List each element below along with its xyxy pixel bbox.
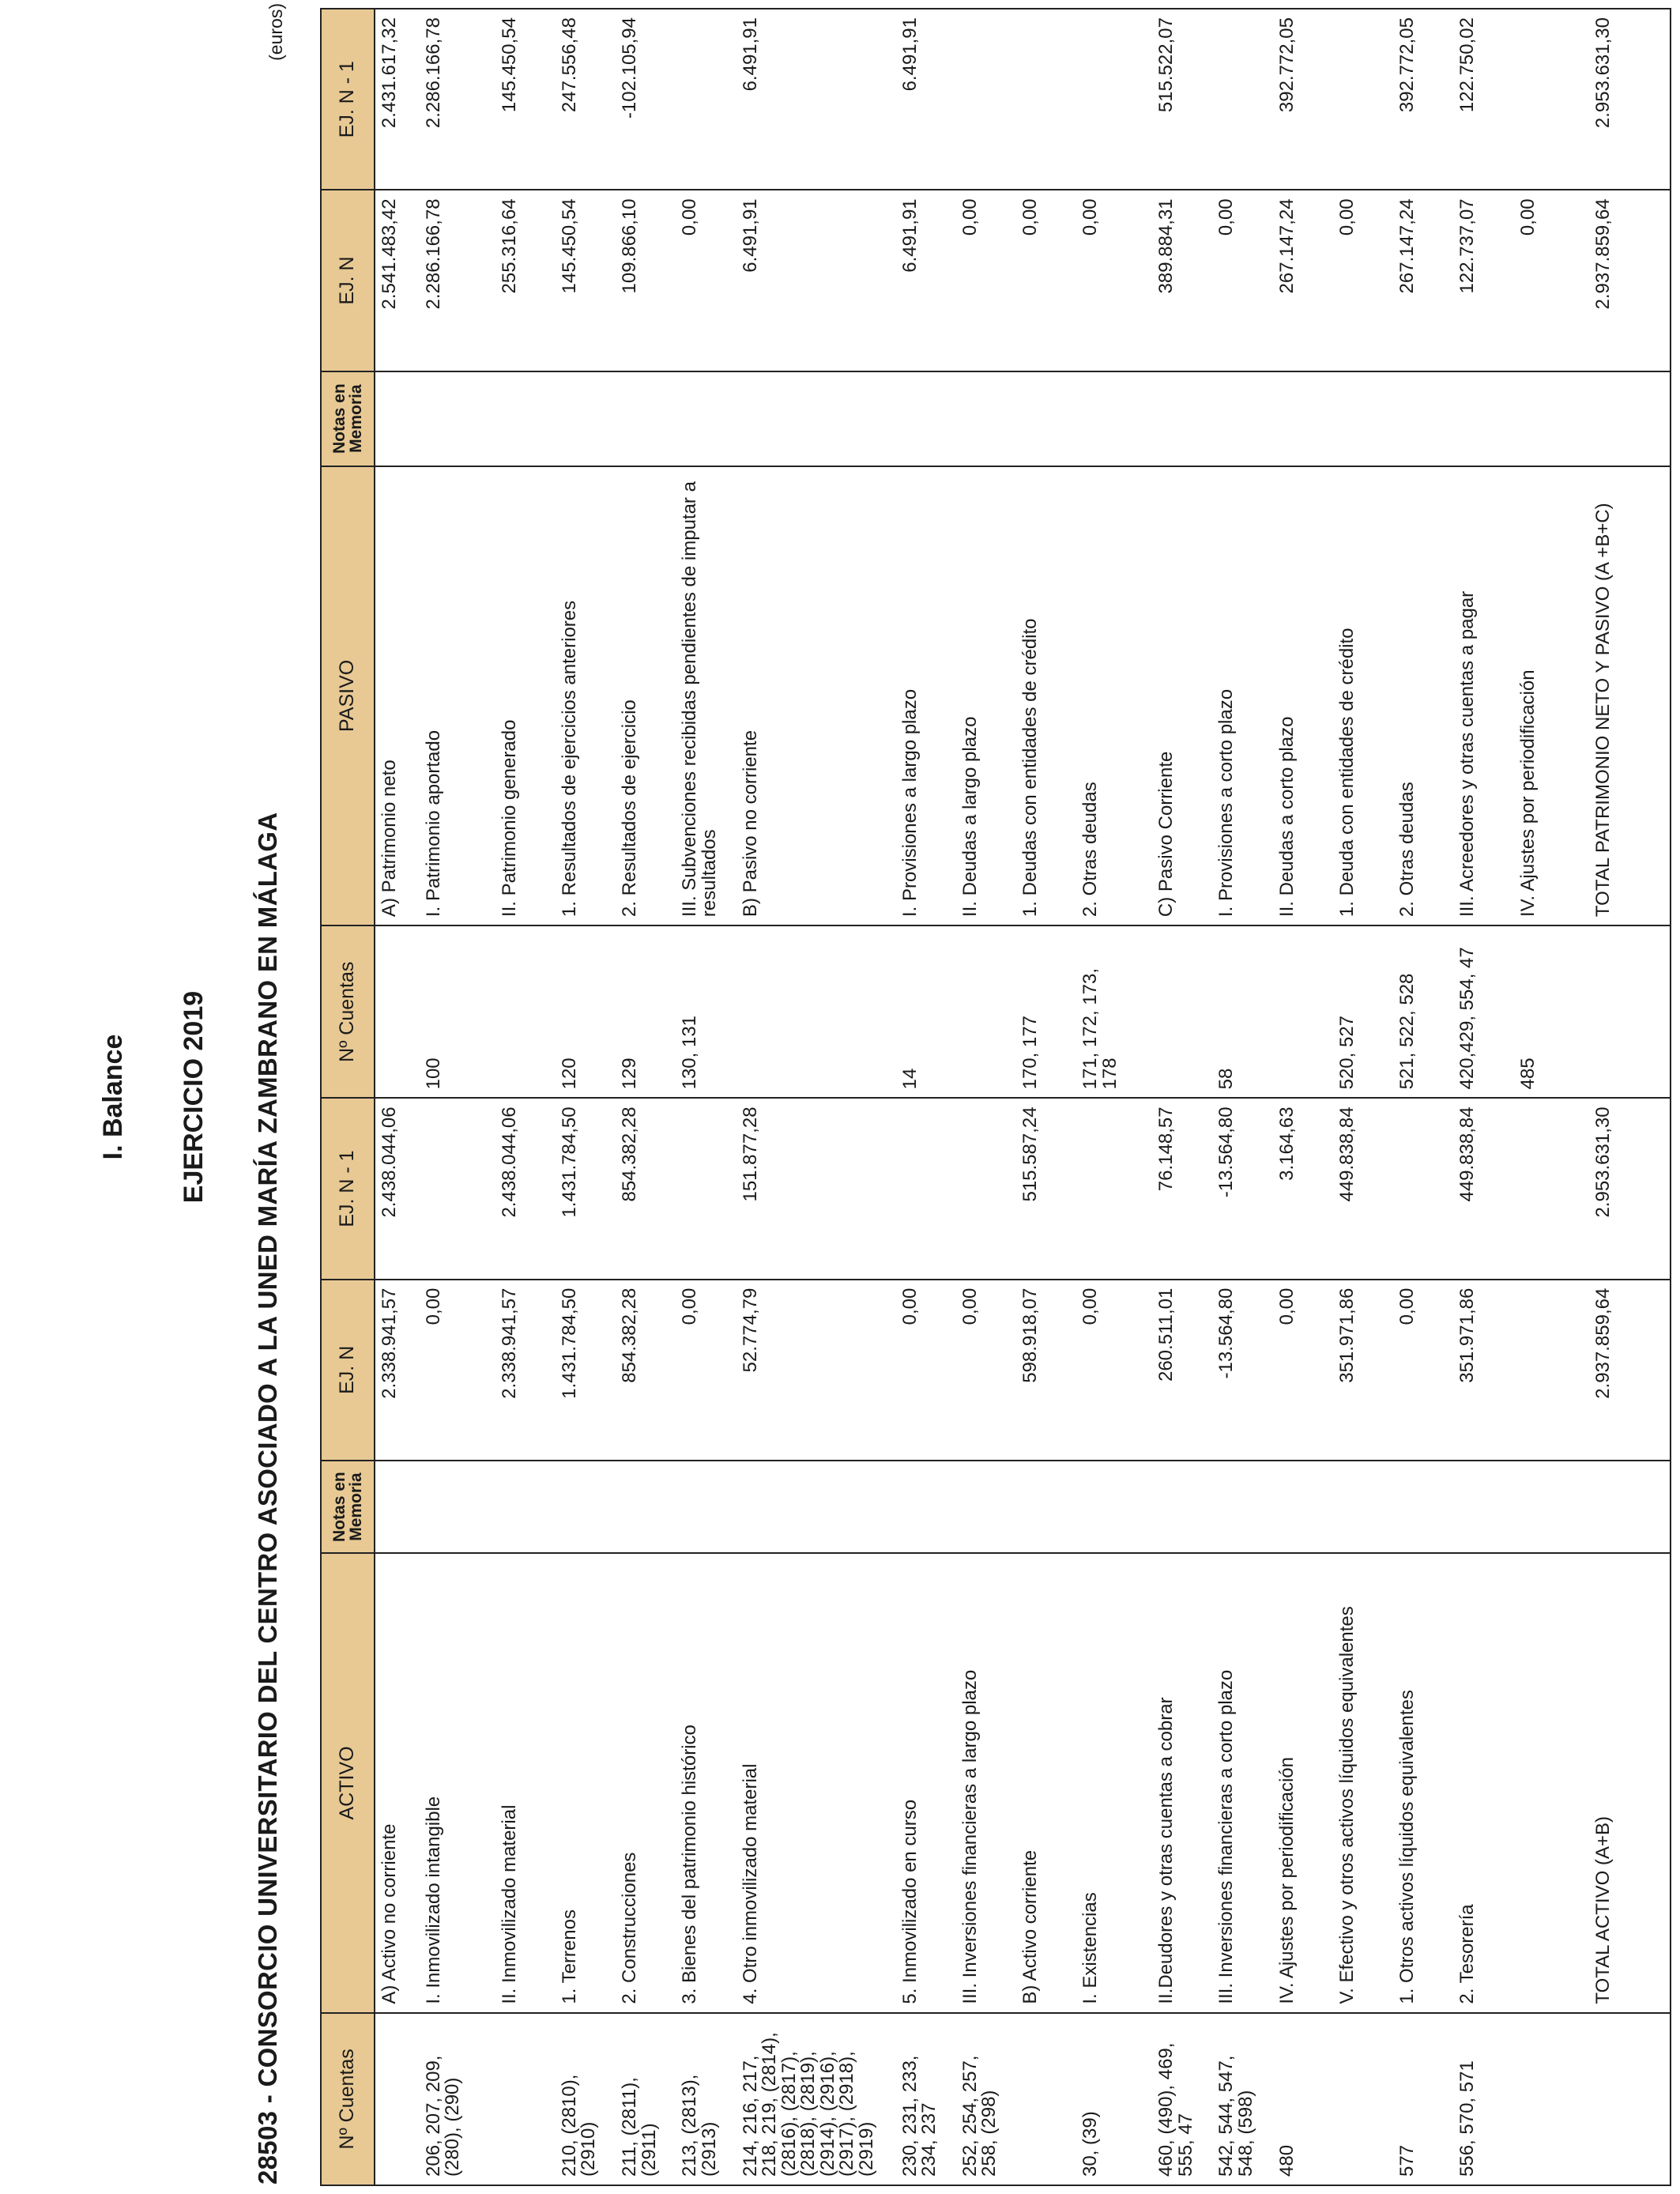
table-row <box>1273 9 1333 2185</box>
cuentas-pasivo-cell: 100 <box>420 925 495 1098</box>
table-row <box>1076 9 1152 2185</box>
cuentas-pasivo-cell: 170, 177 <box>1016 925 1076 1098</box>
notas-activo-cell <box>1273 1461 1333 1553</box>
header-activo: ACTIVO <box>321 1553 375 2012</box>
ej-n-pasivo-cell: 0,00 <box>1076 190 1152 371</box>
ej-n-1-pasivo-cell <box>1076 9 1152 190</box>
ej-n-activo-cell: 0,00 <box>1076 1280 1152 1461</box>
notas-pasivo-cell <box>1393 371 1453 466</box>
table-row <box>556 9 616 2185</box>
notas-pasivo-cell <box>616 371 676 466</box>
activo-label-cell: 4. Otro inmovilizado material <box>736 1553 896 2012</box>
cuentas-pasivo-cell <box>736 925 896 1098</box>
ej-n-pasivo-cell: 2.937.859,64 <box>1589 190 1671 371</box>
header-ej-n-1-pasivo: EJ. N - 1 <box>321 9 375 190</box>
pasivo-label-cell: II. Deudas a largo plazo <box>956 466 1016 925</box>
cuentas-pasivo-cell: 171, 172, 173, 178 <box>1076 925 1152 1098</box>
header-ej-n-1-activo: EJ. N - 1 <box>321 1098 375 1279</box>
ej-n-1-activo-cell: 2.438.044,06 <box>375 1098 420 1279</box>
cuentas-pasivo-cell: 520, 527 <box>1333 925 1393 1098</box>
activo-label-cell: B) Activo corriente <box>1016 1553 1076 2012</box>
notas-pasivo-cell <box>1589 371 1671 466</box>
ej-n-1-pasivo-cell: -102.105,94 <box>616 9 676 190</box>
ej-n-pasivo-cell: 267.147,24 <box>1273 190 1333 371</box>
cuentas-activo-cell <box>495 2013 556 2185</box>
table-row <box>616 9 676 2185</box>
section-title: I. Balance <box>98 1034 128 1160</box>
activo-label-cell: II. Inmovilizado material <box>495 1553 556 2012</box>
ej-n-1-activo-cell: 3.164,63 <box>1273 1098 1333 1279</box>
ej-n-pasivo-cell: 0,00 <box>1212 190 1272 371</box>
cuentas-activo-cell: 230, 231, 233, 234, 237 <box>896 2013 956 2185</box>
ej-n-1-pasivo-cell <box>1514 9 1590 190</box>
notas-pasivo-cell <box>495 371 556 466</box>
ej-n-pasivo-cell: 2.286.166,78 <box>420 190 495 371</box>
notas-activo-cell <box>616 1461 676 1553</box>
cuentas-activo-cell: 30, (39) <box>1076 2013 1152 2185</box>
ej-n-1-pasivo-cell: 392.772,05 <box>1273 9 1333 190</box>
ej-n-pasivo-cell: 0,00 <box>676 190 736 371</box>
ej-n-activo-cell: 0,00 <box>420 1280 495 1461</box>
balance-table <box>320 8 1671 2186</box>
notas-pasivo-cell <box>736 371 896 466</box>
notas-activo-cell <box>420 1461 495 1553</box>
activo-label-cell: A) Activo no corriente <box>375 1553 420 2012</box>
ej-n-pasivo-cell: 6.491,91 <box>896 190 956 371</box>
activo-label-cell: 1. Terrenos <box>556 1553 616 2012</box>
notas-pasivo-cell <box>1514 371 1590 466</box>
notas-activo-cell <box>1076 1461 1152 1553</box>
ej-n-1-activo-cell: 449.838,84 <box>1333 1098 1393 1279</box>
activo-label-cell: I. Inmovilizado intangible <box>420 1553 495 2012</box>
notas-activo-cell <box>1016 1461 1076 1553</box>
table-row <box>1453 9 1513 2185</box>
ej-n-activo-cell: 0,00 <box>676 1280 736 1461</box>
table-row <box>1152 9 1212 2185</box>
ej-n-activo-cell: 52.774,79 <box>736 1280 896 1461</box>
pasivo-label-cell: A) Patrimonio neto <box>375 466 420 925</box>
ej-n-activo-cell: 351.971,86 <box>1453 1280 1513 1461</box>
ej-n-1-activo-cell: 1.431.784,50 <box>556 1098 616 1279</box>
cuentas-activo-cell: 211, (2811), (2911) <box>616 2013 676 2185</box>
cuentas-activo-cell <box>1016 2013 1076 2185</box>
ej-n-1-activo-cell: 76.148,57 <box>1152 1098 1212 1279</box>
ej-n-1-activo-cell: 2.438.044,06 <box>495 1098 556 1279</box>
cuentas-pasivo-cell <box>1273 925 1333 1098</box>
ej-n-1-pasivo-cell <box>1333 9 1393 190</box>
notas-activo-cell <box>495 1461 556 1553</box>
ej-n-1-pasivo-cell <box>1016 9 1076 190</box>
notas-pasivo-cell <box>896 371 956 466</box>
notas-activo-cell <box>556 1461 616 1553</box>
pasivo-label-cell: IV. Ajustes por periodificación <box>1514 466 1590 925</box>
notas-pasivo-cell <box>420 371 495 466</box>
pasivo-label-cell: 2. Resultados de ejercicio <box>616 466 676 925</box>
notas-pasivo-cell <box>1152 371 1212 466</box>
activo-label-cell: 1. Otros activos líquidos equivalentes <box>1393 1553 1453 2012</box>
activo-label-cell: V. Efectivo y otros activos líquidos equivalentes <box>1333 1553 1393 2012</box>
exercise-title: EJERCICIO 2019 <box>179 990 209 1204</box>
pasivo-label-cell: I. Provisiones a corto plazo <box>1212 466 1272 925</box>
ej-n-1-activo-cell <box>896 1098 956 1279</box>
cuentas-pasivo-cell: 521, 522, 528 <box>1393 925 1453 1098</box>
notas-pasivo-cell <box>1212 371 1272 466</box>
cuentas-pasivo-cell: 485 <box>1514 925 1590 1098</box>
ej-n-activo-cell: -13.564,80 <box>1212 1280 1272 1461</box>
notas-activo-cell <box>676 1461 736 1553</box>
header-cuentas-activo: Nº Cuentas <box>321 2013 375 2185</box>
pasivo-label-cell: III. Subvenciones recibidas pendientes de imputar a resultados <box>676 466 736 925</box>
units-label: (euros) <box>266 3 286 61</box>
ej-n-1-pasivo-cell <box>1212 9 1272 190</box>
pasivo-label-cell: I. Provisiones a largo plazo <box>896 466 956 925</box>
pasivo-label-cell: 1. Deuda con entidades de crédito <box>1333 466 1393 925</box>
ej-n-1-pasivo-cell <box>956 9 1016 190</box>
table-header-row <box>321 9 375 2185</box>
notas-activo-cell <box>1152 1461 1212 1553</box>
table-row <box>420 9 495 2185</box>
ej-n-activo-cell: 351.971,86 <box>1333 1280 1393 1461</box>
notas-pasivo-cell <box>1333 371 1393 466</box>
table-row <box>375 9 420 2185</box>
ej-n-pasivo-cell: 0,00 <box>1333 190 1393 371</box>
ej-n-1-activo-cell: 854.382,28 <box>616 1098 676 1279</box>
ej-n-activo-cell <box>1514 1280 1590 1461</box>
notas-activo-cell <box>1514 1461 1590 1553</box>
cuentas-activo-cell: 214, 216, 217, 218, 219, (2814), (2816), (2817), (2818), (2819), (2914), (2916), (2917), (2918), (2919) <box>736 2013 896 2185</box>
ej-n-pasivo-cell: 145.450,54 <box>556 190 616 371</box>
ej-n-1-pasivo-cell: 2.286.166,78 <box>420 9 495 190</box>
ej-n-activo-cell: 598.918,07 <box>1016 1280 1076 1461</box>
notas-activo-cell <box>1212 1461 1272 1553</box>
header-cuentas-pasivo: Nº Cuentas <box>321 925 375 1098</box>
activo-label-cell <box>1514 1553 1590 2012</box>
cuentas-activo-cell: 480 <box>1273 2013 1333 2185</box>
pasivo-label-cell: 1. Resultados de ejercicios anteriores <box>556 466 616 925</box>
cuentas-activo-cell: 460, (490), 469, 555, 47 <box>1152 2013 1212 2185</box>
notas-activo-cell <box>1589 1461 1671 1553</box>
cuentas-activo-cell <box>1514 2013 1590 2185</box>
ej-n-1-activo-cell <box>1514 1098 1590 1279</box>
activo-label-cell: II.Deudores y otras cuentas a cobrar <box>1152 1553 1212 2012</box>
header-pasivo: PASIVO <box>321 466 375 925</box>
notas-activo-cell <box>1333 1461 1393 1553</box>
cuentas-pasivo-cell: 129 <box>616 925 676 1098</box>
cuentas-pasivo-cell: 58 <box>1212 925 1272 1098</box>
cuentas-pasivo-cell: 120 <box>556 925 616 1098</box>
ej-n-1-activo-cell: 2.953.631,30 <box>1589 1098 1671 1279</box>
entity-title: 28503 - CONSORCIO UNIVERSITARIO DEL CENTRO ASOCIADO A LA UNED MARÍA ZAMBRANO EN MÁLAGA <box>253 812 282 2185</box>
ej-n-activo-cell: 1.431.784,50 <box>556 1280 616 1461</box>
notas-pasivo-cell <box>1273 371 1333 466</box>
cuentas-activo-cell: 210, (2810), (2910) <box>556 2013 616 2185</box>
pasivo-label-cell: C) Pasivo Corriente <box>1152 466 1212 925</box>
activo-label-cell: I. Existencias <box>1076 1553 1152 2012</box>
ej-n-activo-cell: 2.338.941,57 <box>375 1280 420 1461</box>
ej-n-pasivo-cell: 0,00 <box>1514 190 1590 371</box>
cuentas-activo-cell: 206, 207, 209, (280), (290) <box>420 2013 495 2185</box>
ej-n-activo-cell: 0,00 <box>896 1280 956 1461</box>
ej-n-activo-cell: 260.511,01 <box>1152 1280 1212 1461</box>
notas-activo-cell <box>736 1461 896 1553</box>
ej-n-pasivo-cell: 0,00 <box>1016 190 1076 371</box>
header-notas-activo: Notas en Memoria <box>321 1461 375 1553</box>
table-row <box>495 9 556 2185</box>
activo-label-cell: 2. Construcciones <box>616 1553 676 2012</box>
pasivo-label-cell: II. Patrimonio generado <box>495 466 556 925</box>
ej-n-1-pasivo-cell: 145.450,54 <box>495 9 556 190</box>
ej-n-1-pasivo-cell: 247.556,48 <box>556 9 616 190</box>
notas-pasivo-cell <box>1076 371 1152 466</box>
header-ej-n-activo: EJ. N <box>321 1280 375 1461</box>
activo-label-cell: 3. Bienes del patrimonio histórico <box>676 1553 736 2012</box>
ej-n-pasivo-cell: 122.737,07 <box>1453 190 1513 371</box>
ej-n-pasivo-cell: 255.316,64 <box>495 190 556 371</box>
ej-n-1-pasivo-cell: 122.750,02 <box>1453 9 1513 190</box>
pasivo-label-cell: II. Deudas a corto plazo <box>1273 466 1333 925</box>
activo-label-cell: 5. Inmovilizado en curso <box>896 1553 956 2012</box>
header-notas-pasivo: Notas en Memoria <box>321 371 375 466</box>
table-row <box>1393 9 1453 2185</box>
table-row <box>1016 9 1076 2185</box>
pasivo-label-cell: 2. Otras deudas <box>1393 466 1453 925</box>
ej-n-activo-cell: 0,00 <box>956 1280 1016 1461</box>
notas-activo-cell <box>375 1461 420 1553</box>
ej-n-pasivo-cell: 389.884,31 <box>1152 190 1212 371</box>
cuentas-pasivo-cell: 420,429, 554, 47 <box>1453 925 1513 1098</box>
ej-n-1-activo-cell <box>1393 1098 1453 1279</box>
ej-n-activo-cell: 854.382,28 <box>616 1280 676 1461</box>
ej-n-activo-cell: 2.338.941,57 <box>495 1280 556 1461</box>
ej-n-1-pasivo-cell: 6.491,91 <box>736 9 896 190</box>
ej-n-1-pasivo-cell: 2.431.617,32 <box>375 9 420 190</box>
header-ej-n-pasivo: EJ. N <box>321 190 375 371</box>
cuentas-activo-cell <box>1333 2013 1393 2185</box>
pasivo-label-cell: TOTAL PATRIMONIO NETO Y PASIVO (A +B+C) <box>1589 466 1671 925</box>
ej-n-pasivo-cell: 2.541.483,42 <box>375 190 420 371</box>
ej-n-1-activo-cell: 515.587,24 <box>1016 1098 1076 1279</box>
ej-n-1-activo-cell <box>420 1098 495 1279</box>
ej-n-1-activo-cell <box>956 1098 1016 1279</box>
activo-label-cell: III. Inversiones financieras a largo plazo <box>956 1553 1016 2012</box>
notas-pasivo-cell <box>956 371 1016 466</box>
notas-activo-cell <box>1453 1461 1513 1553</box>
ej-n-1-activo-cell: -13.564,80 <box>1212 1098 1272 1279</box>
ej-n-activo-cell: 2.937.859,64 <box>1589 1280 1671 1461</box>
cuentas-pasivo-cell <box>1152 925 1212 1098</box>
cuentas-activo-cell: 213, (2813), (2913) <box>676 2013 736 2185</box>
activo-label-cell: 2. Tesorería <box>1453 1553 1513 2012</box>
cuentas-pasivo-cell <box>375 925 420 1098</box>
ej-n-1-pasivo-cell <box>676 9 736 190</box>
activo-label-cell: IV. Ajustes por periodificación <box>1273 1553 1333 2012</box>
ej-n-1-activo-cell: 449.838,84 <box>1453 1098 1513 1279</box>
ej-n-pasivo-cell: 109.866,10 <box>616 190 676 371</box>
table-row <box>676 9 736 2185</box>
table-row <box>956 9 1016 2185</box>
ej-n-1-pasivo-cell: 392.772,05 <box>1393 9 1453 190</box>
notas-activo-cell <box>956 1461 1016 1553</box>
table-row <box>896 9 956 2185</box>
pasivo-label-cell: I. Patrimonio aportado <box>420 466 495 925</box>
ej-n-activo-cell: 0,00 <box>1273 1280 1333 1461</box>
notas-pasivo-cell <box>375 371 420 466</box>
ej-n-activo-cell: 0,00 <box>1393 1280 1453 1461</box>
ej-n-1-pasivo-cell: 6.491,91 <box>896 9 956 190</box>
ej-n-1-activo-cell <box>1076 1098 1152 1279</box>
cuentas-pasivo-cell: 14 <box>896 925 956 1098</box>
activo-label-cell: TOTAL ACTIVO (A+B) <box>1589 1553 1671 2012</box>
cuentas-pasivo-cell <box>956 925 1016 1098</box>
pasivo-label-cell: III. Acreedores y otras cuentas a pagar <box>1453 466 1513 925</box>
cuentas-pasivo-cell <box>1589 925 1671 1098</box>
notas-pasivo-cell <box>1453 371 1513 466</box>
ej-n-pasivo-cell: 267.147,24 <box>1393 190 1453 371</box>
pasivo-label-cell: B) Pasivo no corriente <box>736 466 896 925</box>
table-row <box>1212 9 1272 2185</box>
cuentas-activo-cell <box>375 2013 420 2185</box>
notas-pasivo-cell <box>556 371 616 466</box>
table-row <box>1514 9 1590 2185</box>
pasivo-label-cell: 2. Otras deudas <box>1076 466 1152 925</box>
ej-n-1-activo-cell <box>676 1098 736 1279</box>
notas-pasivo-cell <box>1016 371 1076 466</box>
ej-n-1-pasivo-cell: 515.522,07 <box>1152 9 1212 190</box>
notas-activo-cell <box>896 1461 956 1553</box>
table-row <box>736 9 896 2185</box>
cuentas-activo-cell <box>1589 2013 1671 2185</box>
cuentas-activo-cell: 556, 570, 571 <box>1453 2013 1513 2185</box>
notas-pasivo-cell <box>676 371 736 466</box>
ej-n-1-pasivo-cell: 2.953.631,30 <box>1589 9 1671 190</box>
cuentas-activo-cell: 252, 254, 257, 258, (298) <box>956 2013 1016 2185</box>
cuentas-pasivo-cell: 130, 131 <box>676 925 736 1098</box>
cuentas-activo-cell: 577 <box>1393 2013 1453 2185</box>
ej-n-pasivo-cell: 0,00 <box>956 190 1016 371</box>
cuentas-activo-cell: 542, 544, 547, 548, (598) <box>1212 2013 1272 2185</box>
ej-n-1-activo-cell: 151.877,28 <box>736 1098 896 1279</box>
cuentas-pasivo-cell <box>495 925 556 1098</box>
ej-n-pasivo-cell: 6.491,91 <box>736 190 896 371</box>
activo-label-cell: III. Inversiones financieras a corto plazo <box>1212 1553 1272 2012</box>
notas-activo-cell <box>1393 1461 1453 1553</box>
pasivo-label-cell: 1. Deudas con entidades de crédito <box>1016 466 1076 925</box>
table-row <box>1333 9 1393 2185</box>
table-row <box>1589 9 1671 2185</box>
